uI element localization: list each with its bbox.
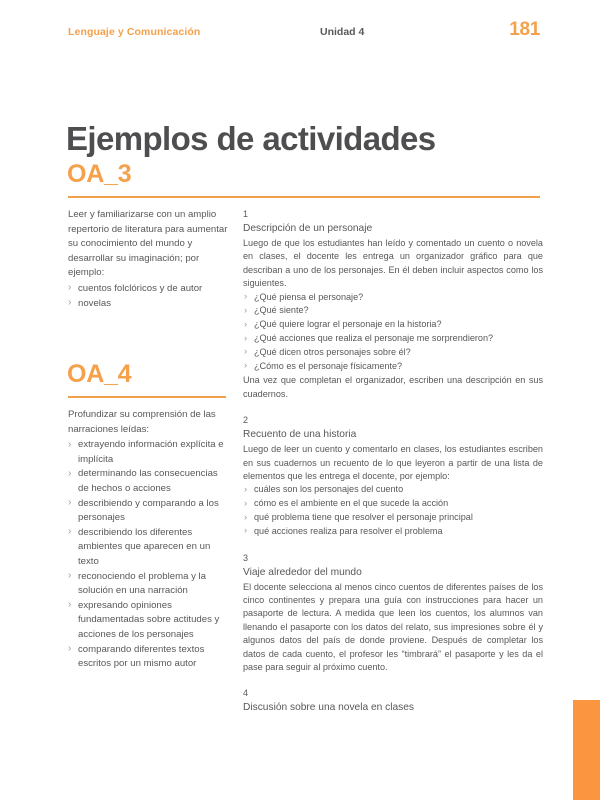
objective-lead-oa3: Leer y familiarizarse con un amplio repertorio de literatura para aumentar su conocimiento del mundo y desarrollar su imaginación; por ejemplo: bbox=[68, 209, 228, 279]
activity-2 bbox=[243, 414, 543, 538]
objective-code-oa4: OA_4 bbox=[67, 360, 132, 388]
activity-body: Luego de leer un cuento y comentarlo en clases, los estudiantes escriben en sus cuadernos un recuento de lo que leyeron a partir de una lista de elementos que les entrega el docente, por ejemplo: bbox=[243, 444, 543, 482]
list-item: › comparando diferentes textos escritos por un mismo autor bbox=[68, 643, 230, 672]
list-item: › qué acciones realiza para resolver el problema bbox=[243, 525, 543, 539]
section-edge-tab bbox=[573, 700, 600, 800]
activity-body: Luego de que los estudiantes han leído y comentado un cuento o novela en clases, el docente les entrega un organizador gráfico para que describan a uno de los personajes. En él deben incluir aspectos como los siguientes. bbox=[243, 238, 543, 289]
activity-number: 2 bbox=[243, 415, 249, 426]
objective-block-oa4 bbox=[68, 408, 230, 672]
objective-lead-oa4: Profundizar su comprensión de las narraciones leídas: bbox=[68, 409, 216, 435]
activity-number: 4 bbox=[243, 688, 249, 699]
list-item: › ¿Qué siente? bbox=[243, 304, 543, 318]
activity-number: 1 bbox=[243, 209, 249, 219]
page-title: Ejemplos de actividades bbox=[66, 120, 436, 158]
header-subject: Lenguaje y Comunicación bbox=[68, 26, 201, 38]
objective-rule-oa3 bbox=[68, 196, 540, 198]
activity-bullets bbox=[243, 291, 543, 374]
list-item: › ¿Qué piensa el personaje? bbox=[243, 291, 543, 305]
activity-3 bbox=[243, 552, 543, 675]
list-item: › ¿Qué dicen otros personajes sobre él? bbox=[243, 346, 543, 360]
activities-column bbox=[243, 208, 543, 728]
list-item: › extrayendo información explícita e implícita bbox=[68, 438, 230, 467]
activity-body: El docente selecciona al menos cinco cuentos de diferentes países de los cinco continentes y prepara una guía con instrucciones para hacer un pasaporte de lectura. A medida que leen los cuentos, los alumnos van llenando el pasaporte con los datos del relato, sus impresiones sobre él y algunos datos del país de donde proviene. Después de completar los datos de cada cuento, el profesor les “timbrará” el pasaporte y les da el pase para seguir al próximo cuento. bbox=[243, 581, 543, 673]
list-item: › ¿Cómo es el personaje físicamente? bbox=[243, 360, 543, 374]
activity-closing: Una vez que completan el organizador, escriben una descripción en sus cuadernos. bbox=[243, 375, 543, 399]
activity-title: Discusión sobre una novela en clases bbox=[243, 702, 415, 714]
list-item: › cuentos folclóricos y de autor bbox=[68, 282, 228, 297]
list-item: › reconociendo el problema y la solución en una narración bbox=[68, 570, 230, 599]
list-item: › describiendo y comparando a los personajes bbox=[68, 497, 230, 526]
objective-bullets-oa4 bbox=[68, 438, 230, 672]
list-item: › ¿Qué acciones que realiza el personaje me sorprendieron? bbox=[243, 332, 543, 346]
activity-bullets bbox=[243, 483, 543, 538]
objective-bullets-oa3 bbox=[68, 282, 228, 311]
activity-1 bbox=[243, 208, 543, 401]
activity-number: 3 bbox=[243, 552, 249, 563]
list-item: › qué problema tiene que resolver el personaje principal bbox=[243, 511, 543, 525]
objective-rule-oa4 bbox=[68, 396, 226, 398]
activity-title: Descripción de un personaje bbox=[243, 223, 373, 234]
activity-title: Recuento de una historia bbox=[243, 429, 357, 441]
activity-4 bbox=[243, 687, 543, 715]
objective-block-oa3 bbox=[68, 208, 228, 311]
list-item: › expresando opiniones fundamentadas sobre actitudes y acciones de los personajes bbox=[68, 599, 230, 643]
list-item: › cuáles son los personajes del cuento bbox=[243, 483, 543, 497]
list-item: › determinando las consecuencias de hechos o acciones bbox=[68, 467, 230, 496]
page-number: 181 bbox=[509, 19, 540, 40]
list-item: › cómo es el ambiente en el que sucede la acción bbox=[243, 497, 543, 511]
header-unit: Unidad 4 bbox=[320, 26, 365, 38]
list-item: › describiendo los diferentes ambientes que aparecen en un texto bbox=[68, 526, 230, 570]
list-item: › novelas bbox=[68, 297, 228, 312]
running-header bbox=[68, 19, 540, 46]
activity-title: Viaje alrededor del mundo bbox=[243, 566, 362, 578]
list-item: › ¿Qué quiere lograr el personaje en la historia? bbox=[243, 318, 543, 332]
objective-code-oa3: OA_3 bbox=[67, 160, 132, 188]
